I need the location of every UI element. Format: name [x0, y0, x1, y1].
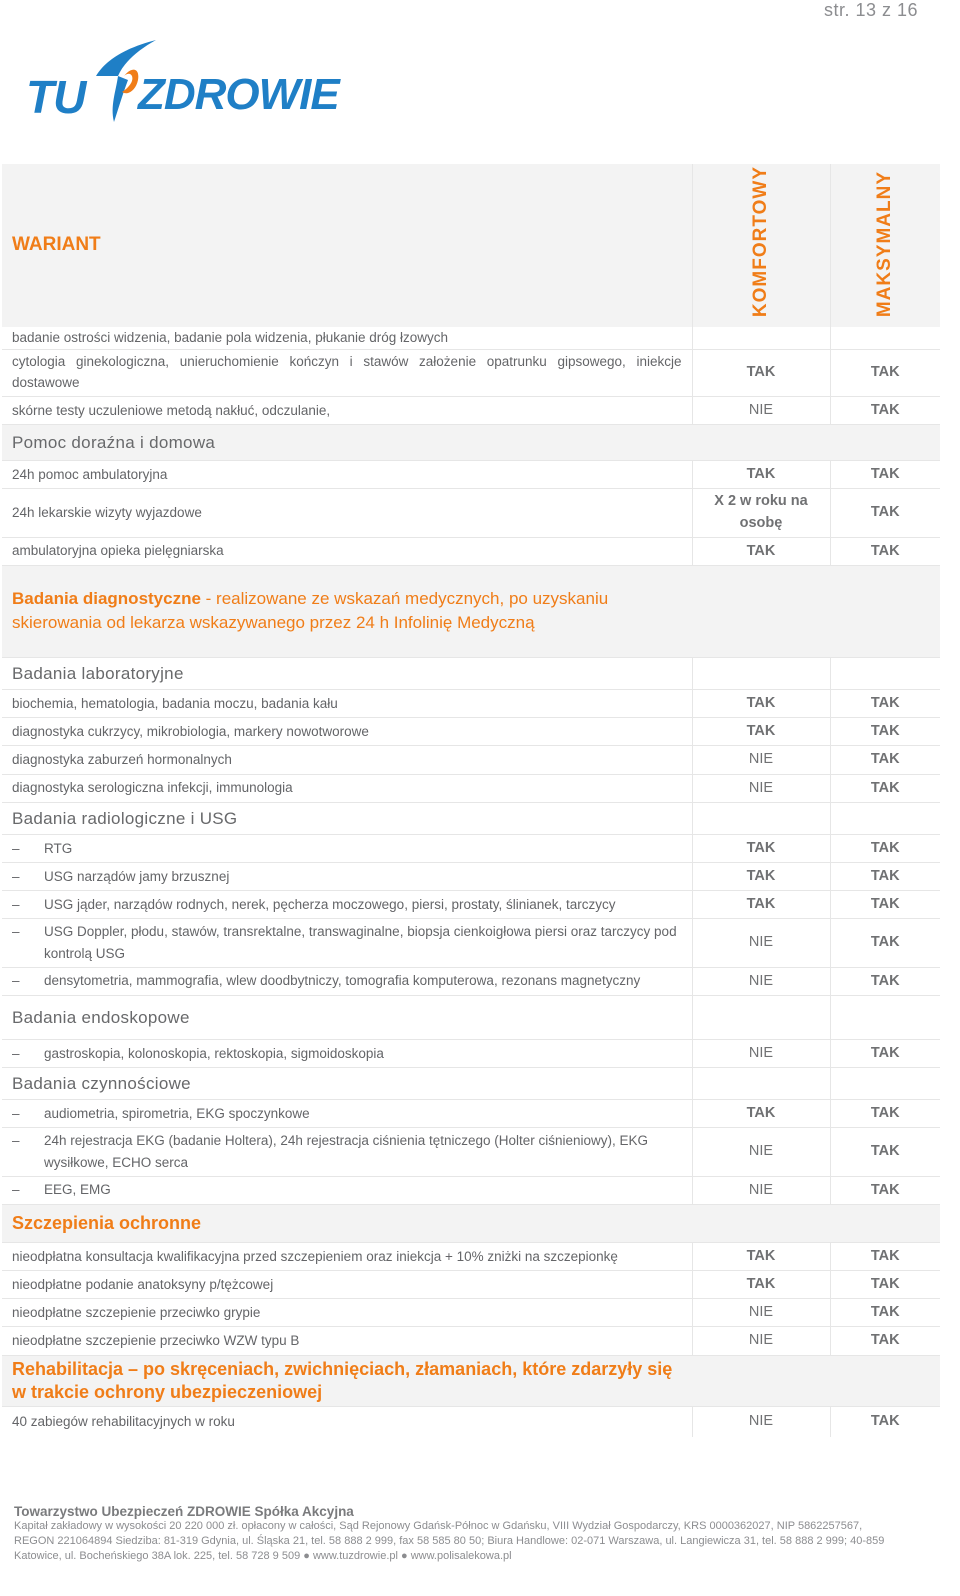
- table-row: [2, 349, 940, 396]
- value-komfortowy: TAK: [692, 1242, 830, 1270]
- value-maksymalny: TAK: [830, 1100, 940, 1128]
- dash-marker: –: [12, 897, 20, 913]
- subsection-row: [2, 657, 940, 689]
- table-row: [2, 537, 940, 565]
- row-label: ambulatoryjna opieka pielęgniarska: [2, 537, 692, 565]
- value-maksymalny: TAK: [830, 919, 940, 967]
- value-maksymalny: TAK: [830, 537, 940, 565]
- table-row: [2, 1242, 940, 1270]
- table-row: [2, 1299, 940, 1327]
- header-maksymalny: MAKSYMALNY: [874, 170, 896, 318]
- row-label: 24h lekarskie wizyty wyjazdowe: [2, 489, 692, 538]
- dash-marker: –: [12, 1106, 20, 1122]
- value-maksymalny: TAK: [830, 460, 940, 488]
- value-komfortowy: NIE: [692, 1327, 830, 1355]
- value-maksymalny: TAK: [830, 718, 940, 746]
- row-label: cytologia ginekologiczna, unieruchomienie kończyn i stawów założenie opatrunku gipsowego, iniekcje dostawowe: [2, 349, 692, 396]
- row-label: USG Doppler, płodu, stawów, transrektalne, transwaginalne, biopsja cienkoigłowa piersi oraz tarczycy pod kontrolą USG: [44, 924, 677, 962]
- value-maksymalny: TAK: [830, 1039, 940, 1067]
- coverage-table: [2, 164, 940, 1437]
- subsection-title: Badania czynnościowe: [12, 1074, 191, 1094]
- table-row: [2, 460, 940, 488]
- dash-marker: –: [12, 1182, 20, 1198]
- table-row: [2, 1407, 940, 1437]
- table-row: [2, 863, 940, 891]
- value-komfortowy: TAK: [692, 718, 830, 746]
- row-label: 24h rejestracja EKG (badanie Holtera), 24h rejestracja ciśnienia tętniczego (Holter ciśnieniowy), EKG wysiłkowe, ECHO serca: [44, 1133, 649, 1170]
- table-row: [2, 718, 940, 746]
- table-row: [2, 1176, 940, 1204]
- value-maksymalny: TAK: [830, 689, 940, 717]
- value-maksymalny: TAK: [830, 489, 940, 538]
- table-row: [2, 1039, 940, 1067]
- row-label: nieodpłatne szczepienie przeciwko WZW typu B: [2, 1327, 692, 1355]
- row-label: 40 zabiegów rehabilitacyjnych w roku: [2, 1407, 692, 1437]
- section-row: [2, 1355, 940, 1407]
- value-maksymalny: TAK: [830, 746, 940, 774]
- value-maksymalny: TAK: [830, 891, 940, 919]
- dash-marker: –: [12, 840, 20, 856]
- subsection-title: Badania laboratoryjne: [12, 663, 184, 683]
- value-komfortowy: NIE: [692, 967, 830, 995]
- footer-company: Towarzystwo Ubezpieczeń ZDROWIE Spółka Akcyjna: [14, 1504, 354, 1519]
- value-komfortowy: TAK: [692, 1270, 830, 1298]
- value-komfortowy: NIE: [692, 396, 830, 424]
- variant-label: WARIANT: [12, 234, 101, 256]
- dash-marker: –: [12, 1045, 20, 1061]
- row-label: diagnostyka cukrzycy, mikrobiologia, markery nowotworowe: [2, 718, 692, 746]
- value-maksymalny: TAK: [830, 1128, 940, 1176]
- table-row: [2, 891, 940, 919]
- value-komfortowy: TAK: [692, 1100, 830, 1128]
- value-komfortowy: TAK: [692, 834, 830, 862]
- section-row: [2, 565, 940, 657]
- subsection-title: Badania radiologiczne i USG: [12, 808, 238, 828]
- subsection-row: [2, 995, 940, 1039]
- value-komfortowy: NIE: [692, 1128, 830, 1176]
- subsection-row: [2, 1068, 940, 1100]
- table-row: [2, 327, 940, 349]
- value-komfortowy: NIE: [692, 1176, 830, 1204]
- row-label: gastroskopia, kolonoskopia, rektoskopia, sigmoidoskopia: [44, 1045, 384, 1061]
- row-label: EEG, EMG: [44, 1182, 111, 1198]
- footer-legal: Kapitał zakładowy w wysokości 20 220 000 zł. opłacony w całości, Sąd Rejonowy Gdańsk-Północ w Gdańsku, VIII Wydział Gospodarczy, KRS 0000362027, NIP 5862257567, REGON 221064894 Siedziba: 81-319 Gdynia, ul. Śląska 21, tel. 58 888 2 999, fax 58 585 80 50; Biura Handlowe: 02-071 Warszawa, ul. Langiewicza 31, tel. 58 888 2 999; 40-859 Katowice, ul. Bocheńskiego 38A lok. 225, tel. 58 728 9 509 ● www.tuzdrowie.pl ● www.polisalekowa.pl: [14, 1520, 885, 1562]
- row-label: badanie ostrości widzenia, badanie pola widzenia, płukanie dróg łzowych: [2, 327, 692, 349]
- footer: [14, 1504, 902, 1564]
- value-komfortowy: TAK: [692, 537, 830, 565]
- subsection-title: Badania endoskopowe: [12, 1007, 190, 1027]
- value-maksymalny: TAK: [830, 1176, 940, 1204]
- value-maksymalny: TAK: [830, 774, 940, 802]
- value-komfortowy: TAK: [692, 891, 830, 919]
- table-row: [2, 746, 940, 774]
- row-label: USG narządów jamy brzusznej: [44, 868, 230, 884]
- value-komfortowy: NIE: [692, 1039, 830, 1067]
- value-komfortowy: NIE: [692, 919, 830, 967]
- page-number: str. 13 z 16: [823, 0, 918, 20]
- section-title: Badania diagnostyczne: [12, 589, 201, 609]
- value-maksymalny: TAK: [830, 1270, 940, 1298]
- row-label: USG jąder, narządów rodnych, nerek, pęcherza moczowego, piersi, prostaty, ślinianek, tarczycy: [44, 897, 616, 913]
- value-maksymalny: TAK: [830, 863, 940, 891]
- row-label: audiometria, spirometria, EKG spoczynkowe: [44, 1106, 310, 1122]
- table-row: [2, 774, 940, 802]
- row-label: densytometria, mammografia, wlew doodbytniczy, tomografia komputerowa, rezonans magnetyczny: [44, 973, 641, 989]
- row-label: RTG: [44, 840, 73, 856]
- logo-text-tu: TU: [26, 71, 86, 123]
- section-title: Pomoc doraźna i domowa: [12, 432, 216, 452]
- header-row: [2, 164, 940, 327]
- table-row: [2, 1327, 940, 1355]
- value-komfortowy: X 2 w roku na osobę: [692, 489, 830, 538]
- section-row: [2, 1204, 940, 1242]
- value-komfortowy: NIE: [692, 774, 830, 802]
- logo-text-zdrowie: ZDROWIE: [138, 70, 339, 119]
- table-row: [2, 1270, 940, 1298]
- value-maksymalny: TAK: [830, 1327, 940, 1355]
- row-label: biochemia, hematologia, badania moczu, badania kału: [2, 689, 692, 717]
- value-maksymalny: TAK: [830, 396, 940, 424]
- value-maksymalny: TAK: [830, 349, 940, 396]
- dash-marker: –: [12, 1133, 20, 1149]
- dash-marker: –: [12, 924, 20, 940]
- value-komfortowy: TAK: [692, 460, 830, 488]
- row-label: nieodpłatne podanie anatoksyny p/tężcowej: [2, 1270, 692, 1298]
- dash-marker: –: [12, 868, 20, 884]
- table-row: [2, 689, 940, 717]
- value-komfortowy: NIE: [692, 746, 830, 774]
- value-komfortowy: TAK: [692, 349, 830, 396]
- row-label: diagnostyka serologiczna infekcji, immunologia: [2, 774, 692, 802]
- value-komfortowy: NIE: [692, 1299, 830, 1327]
- value-komfortowy: NIE: [692, 1407, 830, 1437]
- table-row: [2, 1128, 940, 1176]
- row-label: nieodpłatna konsultacja kwalifikacyjna przed szczepieniem oraz iniekcja + 10% zniżki na szczepionkę: [2, 1242, 692, 1270]
- section-title: Szczepienia ochronne: [12, 1212, 202, 1233]
- tu-zdrowie-logo: [26, 36, 376, 128]
- table-row: [2, 834, 940, 862]
- row-label: nieodpłatne szczepienie przeciwko grypie: [2, 1299, 692, 1327]
- section-row: [2, 424, 940, 460]
- value-maksymalny: TAK: [830, 1242, 940, 1270]
- value-komfortowy: TAK: [692, 863, 830, 891]
- section-title: Rehabilitacja – po skręceniach, zwichnięciach, złamaniach, które zdarzyły się w trakcie ochrony ubezpieczeniowej: [12, 1358, 673, 1402]
- value-maksymalny: TAK: [870, 1413, 900, 1430]
- table-row: [2, 1100, 940, 1128]
- value-maksymalny: TAK: [830, 967, 940, 995]
- value-maksymalny: TAK: [830, 834, 940, 862]
- row-label: skórne testy uczuleniowe metodą nakłuć, odczulanie,: [2, 396, 692, 424]
- value-maksymalny: TAK: [830, 1299, 940, 1327]
- dash-marker: –: [12, 973, 20, 989]
- value-komfortowy: TAK: [692, 689, 830, 717]
- table-row: [2, 489, 940, 538]
- header-komfortowy: KOMFORTOWY: [749, 166, 771, 318]
- subsection-row: [2, 802, 940, 834]
- table-row: [2, 919, 940, 967]
- table-row: [2, 967, 940, 995]
- row-label: diagnostyka zaburzeń hormonalnych: [2, 746, 692, 774]
- table-row: [2, 396, 940, 424]
- row-label: 24h pomoc ambulatoryjna: [2, 460, 692, 488]
- section-subtitle: - realizowane ze wskazań medycznych, po uzyskaniu skierowania od lekarza wskazywanego przez 24 h Infolinię Medyczną: [12, 589, 609, 633]
